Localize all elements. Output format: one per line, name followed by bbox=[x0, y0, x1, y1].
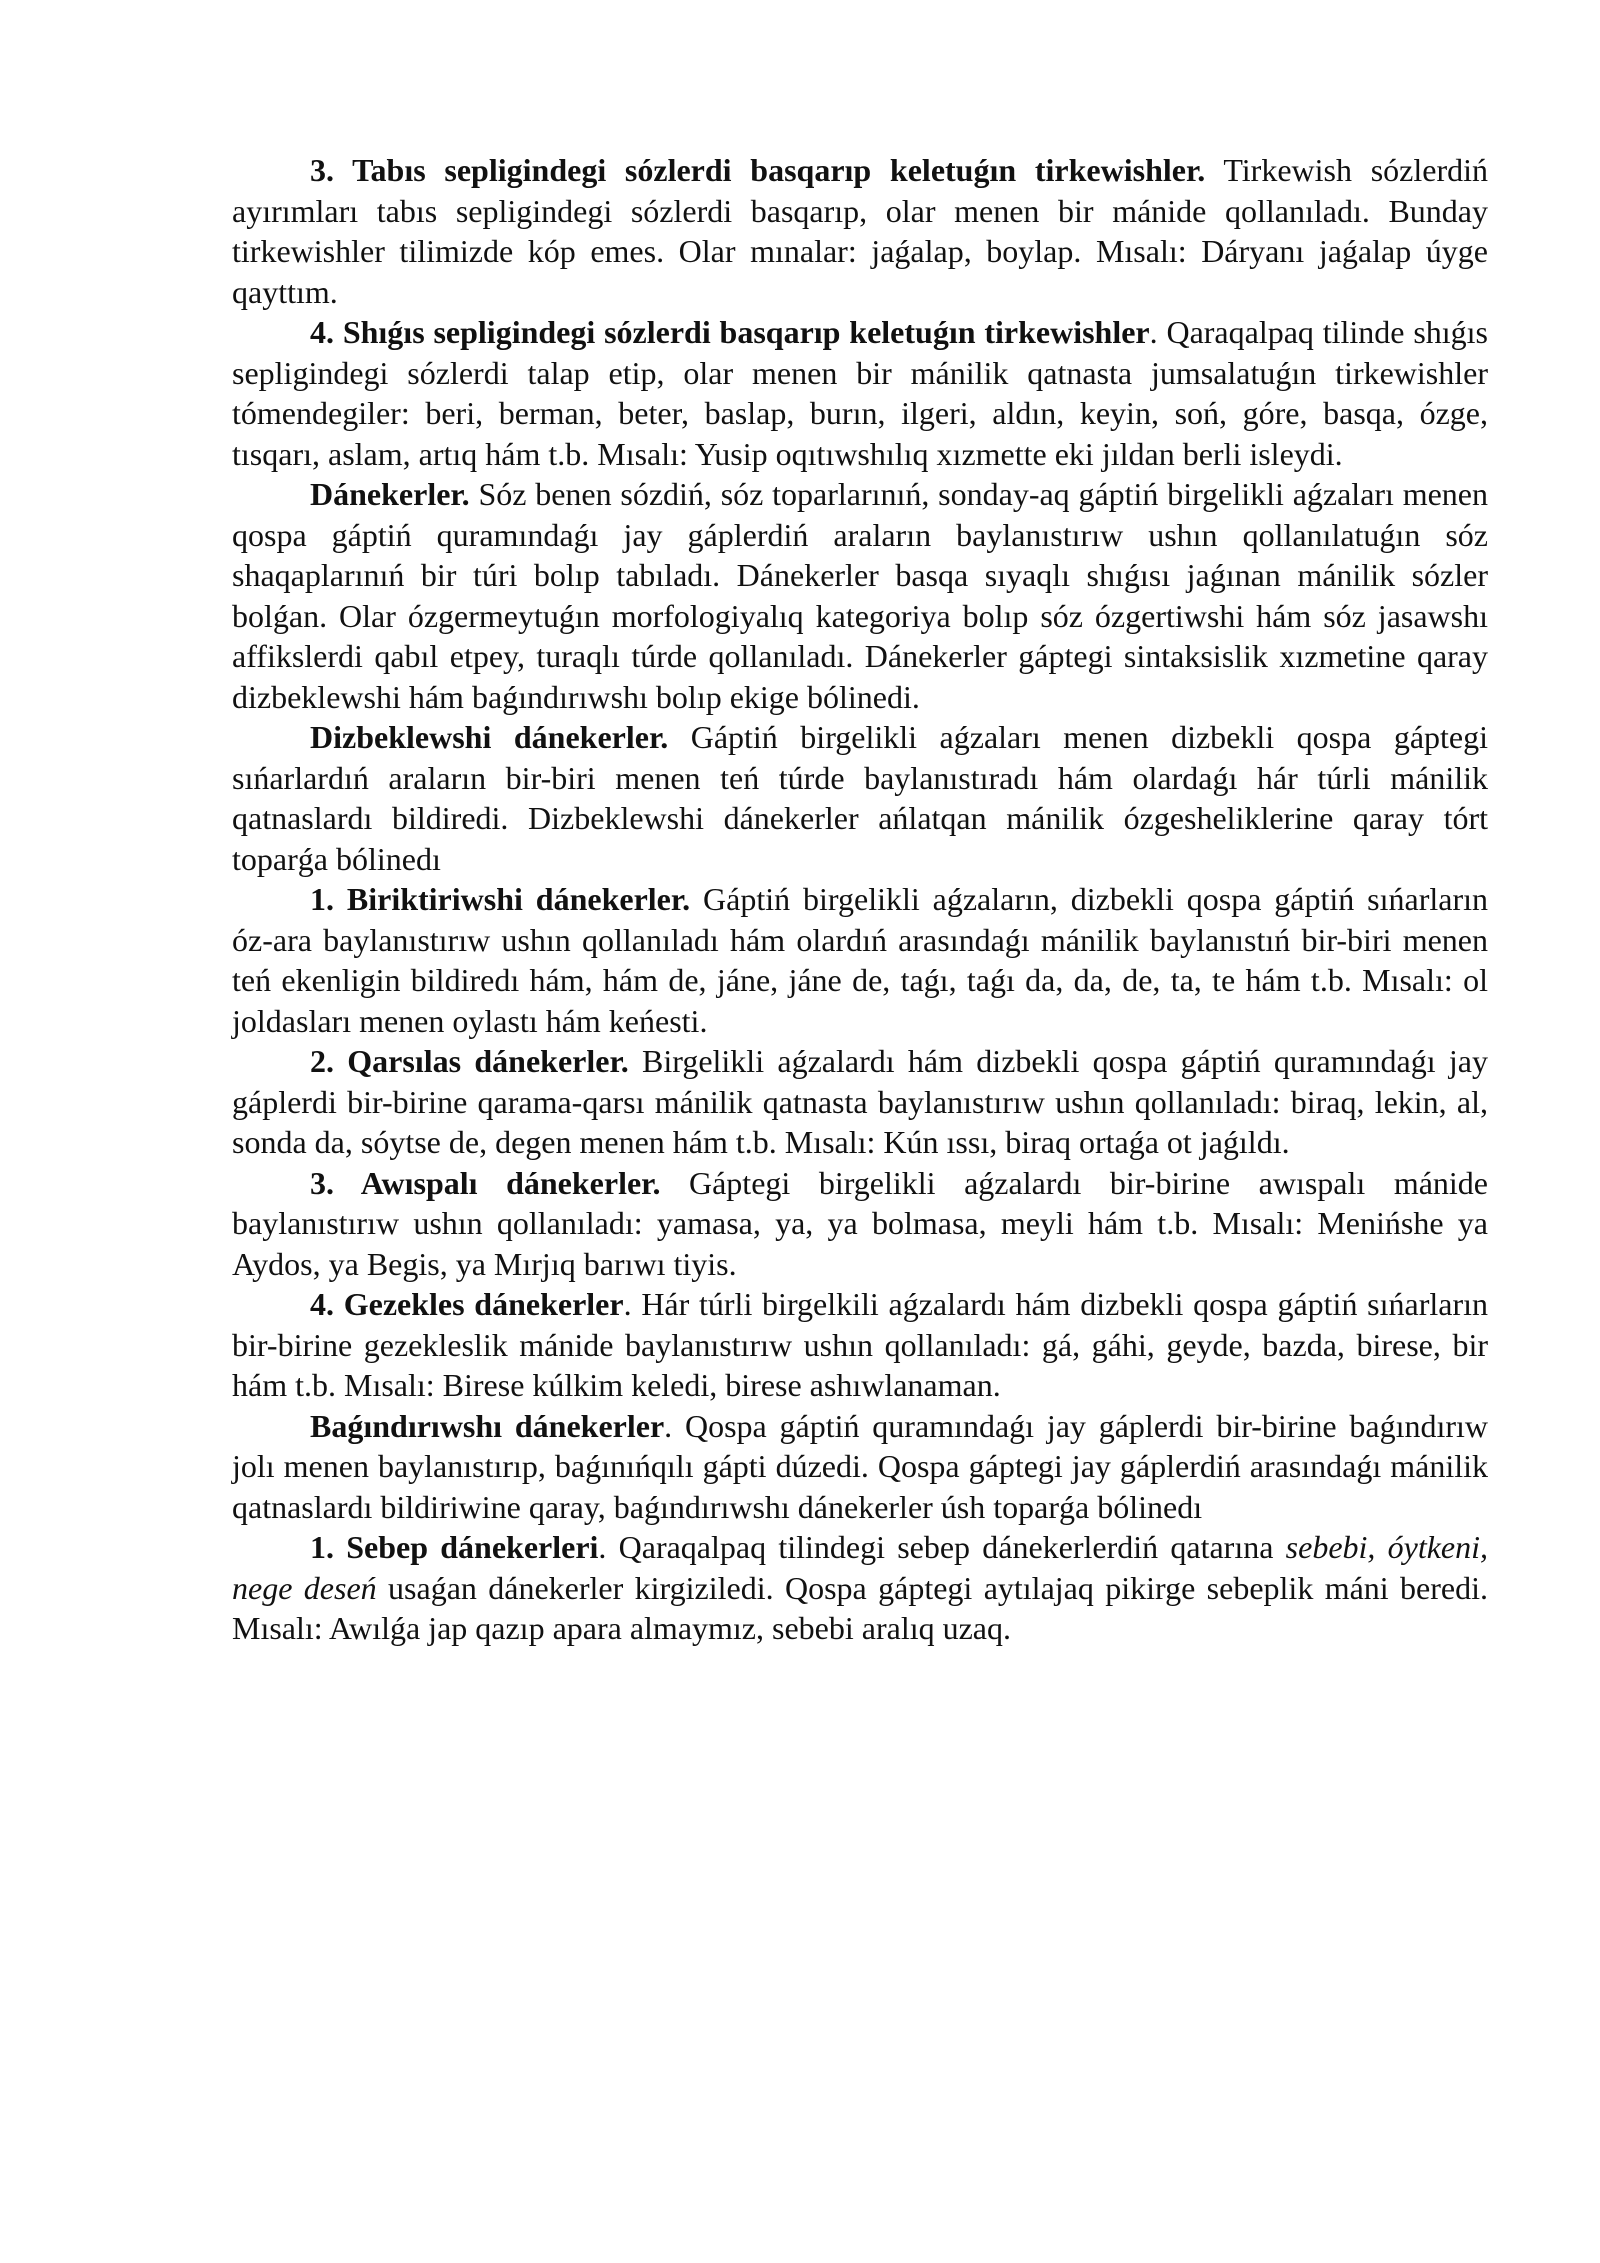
paragraph-biriktiriwshi bbox=[232, 879, 1488, 1041]
paragraph-heading: 2. Qarsılas dánekerler. bbox=[310, 1043, 629, 1079]
paragraph-heading: Baǵındırıwshı dánekerler bbox=[310, 1407, 665, 1444]
paragraph-heading: 4. Shıǵıs sepligindegi sózlerdi basqarıp keletuǵın tirkewishler bbox=[310, 314, 1150, 350]
paragraph-heading: 1. Sebep dánekerleri bbox=[310, 1529, 599, 1565]
paragraph-text: Gáptiń birgelikli aǵzaları menen dizbekli qospa gáptegi sıńarlardıń araların bir-biri menen teń túrde baylanıstıradı hám olardaǵı hár túrli mánilik qatnaslardı bildiredi. Dizbeklewshi dánekerler ańlatqan mánilik ózgesheliklerine qaray tórt toparǵa bólinedı bbox=[232, 719, 1488, 877]
paragraph-sebep-danekerleri bbox=[232, 1527, 1488, 1649]
paragraph-heading: 3. Tabıs sepligindegi sózlerdi basqarıp keletuǵın tirkewishler. bbox=[310, 152, 1206, 188]
paragraph-gezekles bbox=[232, 1284, 1488, 1406]
paragraph-shigis-tirkewishler bbox=[232, 312, 1488, 474]
paragraph-text: Gáptiń birgelikli aǵzaların, dizbekli qospa gáptiń sıńarların óz-ara baylanıstırıw ushın qollanıladı hám olardıń arasındaǵı mánilik baylanıstıń bir-biri menen teń ekenligin bildiredı hám, hám de, jáne, jáne de, taǵı, taǵı da, da, de, ta, te hám t.b. Mısalı: ol joldasları menen oylastı hám keńesti. bbox=[232, 881, 1489, 1039]
paragraph-text: Tirkewish sózlerdiń ayırımları tabıs sepligindegi sózlerdi basqarıp, olar menen bir mánide qollanıladı. Bunday tirkewishler tilimizde kóp emes. Olar mınalar: jaǵalap, boylap. Mısalı: Dáryanı jaǵalap úyge qayttım. bbox=[232, 152, 1489, 310]
paragraph-text: . Hár túrli birgelkili aǵzalardı hám dizbekli qospa gáptiń sıńarların bir-birine gezekleslik mánide baylanıstırıw ushın qollanıladı: gá, gáhi, geyde, bazda, birese, bir hám t.b. Mısalı: Birese kúlkim keledi, birese ashıwlanaman. bbox=[232, 1286, 1489, 1403]
paragraph-heading: 3. Awıspalı dánekerler. bbox=[310, 1164, 661, 1201]
document-page bbox=[232, 150, 1488, 1649]
italic-examples: sebebi, óytkeni, nege deseń bbox=[232, 1529, 1489, 1606]
paragraph-qarsilas bbox=[232, 1041, 1488, 1163]
paragraph-text: Birgelikli aǵzalardı hám dizbekli qospa gáptiń quramındaǵı jay gáplerdi bir-birine qarama-qarsı mánilik qatnasta baylanıstırıw ushın qollanıladı: biraq, lekin, al, sonda da, sóytse de, degen menen hám t.b. Mısalı: Kún ıssı, biraq ortaǵa ot jaǵıldı. bbox=[232, 1043, 1488, 1160]
paragraph-text: Gáptegi birgelikli aǵzalardı bir-birine awıspalı mánide baylanıstırıw ushın qollanıladı: yamasa, ya, ya bolmasa, meyli hám t.b. Mısalı: Menińshe ya Aydos, ya Begis, ya Mırjıq barıwı tiyis. bbox=[232, 1164, 1489, 1282]
paragraph-text: . Qospa gáptiń quramındaǵı jay gáplerdi bir-birine baǵındırıw jolı menen baylanıstırıp, baǵınıńqılı gápti dúzedi. Qospa gáptegi jay gáplerdiń arasındaǵı mánilik qatnaslardı bildiriwine qaray, baǵındırıwshı dánekerler úsh toparǵa bólinedı bbox=[232, 1407, 1488, 1525]
paragraph-dizbeklewshi bbox=[232, 717, 1488, 879]
paragraph-heading: 4. Gezekles dánekerler bbox=[310, 1286, 624, 1322]
paragraph-tabis-tirkewishler bbox=[232, 150, 1488, 312]
paragraph-heading: 1. Biriktiriwshi dánekerler. bbox=[310, 881, 691, 917]
paragraph-text: Sóz benen sózdiń, sóz toparlarınıń, sonday-aq gáptiń birgelikli aǵzaları menen qospa gáptiń quramındaǵı jay gáplerdiń araların baylanıstırıw ushın qollanılatuǵın sóz shaqaplarınıń bir túri bolıp tabıladı. Dánekerler basqa sıyaqlı shıǵısı jaǵınan mánilik sózler bolǵan. Olar ózgermeytuǵın morfologiyalıq kategoriya bolıp sóz ózgertiwshi hám sóz jasawshı affikslerdi qabıl etpey, turaqlı túrde qollanıladı. Dánekerler gáptegi sintaksislik xızmetine qaray dizbeklewshi hám baǵındırıwshı bolıp ekige bólinedi. bbox=[232, 476, 1488, 715]
paragraph-heading: Dizbeklewshi dánekerler. bbox=[310, 719, 669, 755]
paragraph-awispali bbox=[232, 1163, 1488, 1285]
paragraph-danekerler bbox=[232, 474, 1488, 717]
paragraph-heading: Dánekerler. bbox=[310, 476, 470, 512]
paragraph-text: usaǵan dánekerler kirgiziledi. Qospa gáptegi aytılajaq pikirge sebeplik máni beredi. Mısalı: Awılǵa jap qazıp apara almaymız, sebebi aralıq uzaq. bbox=[232, 1569, 1489, 1646]
paragraph-text: . Qaraqalpaq tilindegi sebep dánekerlerdiń qatarına bbox=[598, 1529, 1286, 1565]
paragraph-bagindiriwshi bbox=[232, 1406, 1488, 1528]
paragraph-text: . Qaraqalpaq tilinde shıǵıs sepligindegi sózlerdi talap etip, olar menen bir mánilik qatnasta jumsalatuǵın tirkewishler tómendegiler: beri, berman, beter, baslap, burın, ilgeri, aldın, keyin, soń, góre, basqa, ózge, tısqarı, aslam, artıq hám t.b. Mısalı: Yusip oqıtıwshılıq xızmette eki jıldan berli isleydi. bbox=[232, 314, 1489, 472]
